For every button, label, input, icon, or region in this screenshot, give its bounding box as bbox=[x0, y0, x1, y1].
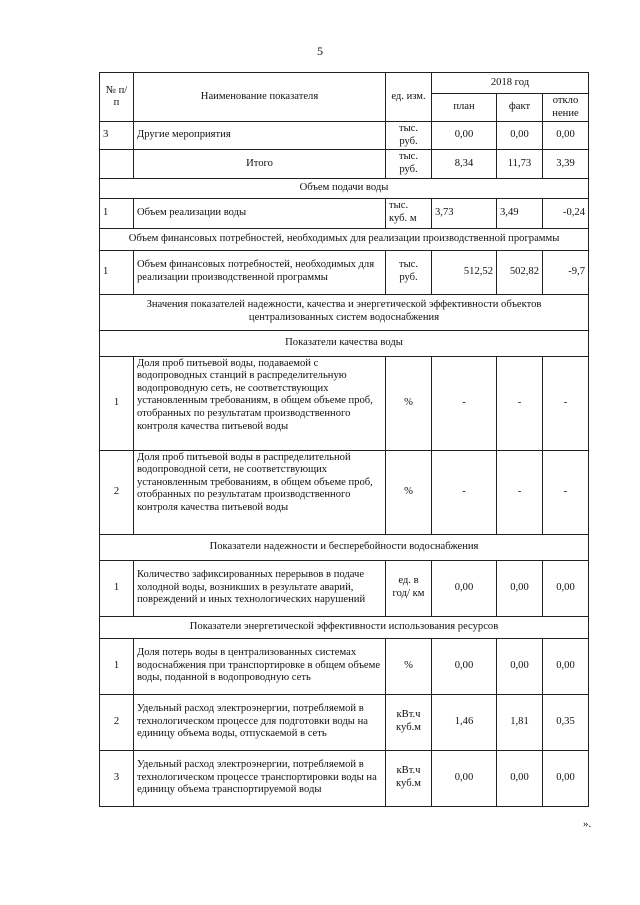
row-deviation: -9,7 bbox=[543, 250, 589, 294]
row-fact: 3,49 bbox=[497, 198, 543, 228]
closing-quote-mark: ». bbox=[583, 818, 592, 830]
row-plan: 0,00 bbox=[432, 638, 497, 694]
row-fact: 0,00 bbox=[497, 750, 543, 806]
row-fact: 0,00 bbox=[497, 122, 543, 150]
header-unit: ед. изм. bbox=[386, 73, 432, 122]
section-heading: Значения показателей надежности, качества и энергетической эффективности объектов централизованных систем водоснабжения bbox=[100, 294, 589, 330]
row-unit: тыс. куб. м bbox=[386, 198, 432, 228]
table-row bbox=[100, 150, 589, 178]
table-row bbox=[100, 250, 589, 294]
header-year: 2018 год bbox=[432, 73, 589, 94]
row-name: Количество зафиксированных перерывов в подаче холодной воды, возникших в результате аварий, повреждений и иных технологических нарушений bbox=[134, 560, 386, 616]
row-name: Удельный расход электроэнергии, потребляемой в технологическом процессе транспортировки воды на единицу объема транспортируемой воды bbox=[134, 750, 386, 806]
row-unit: кВт.ч куб.м bbox=[386, 694, 432, 750]
row-num: 1 bbox=[100, 560, 134, 616]
row-name: Удельный расход электроэнергии, потребляемой в технологическом процессе для подготовки воды на единицу объема воды, отпускаемой в сеть bbox=[134, 694, 386, 750]
row-name: Объем финансовых потребностей, необходимых для реализации производственной программы bbox=[134, 250, 386, 294]
row-fact: - bbox=[497, 356, 543, 450]
row-deviation: 0,00 bbox=[543, 560, 589, 616]
section-heading: Объем финансовых потребностей, необходимых для реализации производственной программы bbox=[100, 228, 589, 250]
row-unit: % bbox=[386, 356, 432, 450]
row-name: Доля потерь воды в централизованных системах водоснабжения при транспортировке в общем объеме воды, поданной в водопроводную сеть bbox=[134, 638, 386, 694]
row-deviation: 3,39 bbox=[543, 150, 589, 178]
table-row bbox=[100, 560, 589, 616]
row-name: Доля проб питьевой воды, подаваемой с водопроводных станций в распределительную водопроводную сеть, не соответствующих установленным требованиям, в общем объеме проб, отобранных по результатам производственного контроля качества питьевой воды bbox=[134, 356, 386, 450]
row-plan: - bbox=[432, 450, 497, 534]
row-deviation: -0,24 bbox=[543, 198, 589, 228]
row-num: 2 bbox=[100, 694, 134, 750]
section-heading: Объем подачи воды bbox=[100, 178, 589, 198]
header-num: № п/п bbox=[100, 73, 134, 122]
section-heading: Показатели качества воды bbox=[100, 330, 589, 356]
row-deviation: - bbox=[543, 356, 589, 450]
row-fact: 1,81 bbox=[497, 694, 543, 750]
section-heading: Показатели энергетической эффективности использования ресурсов bbox=[100, 616, 589, 638]
row-num: 2 bbox=[100, 450, 134, 534]
header-fact: факт bbox=[497, 94, 543, 122]
table-row bbox=[100, 638, 589, 694]
row-num: 3 bbox=[100, 122, 134, 150]
row-plan: - bbox=[432, 356, 497, 450]
indicators-table bbox=[99, 72, 589, 807]
row-plan: 1,46 bbox=[432, 694, 497, 750]
row-fact: - bbox=[497, 450, 543, 534]
row-plan: 3,73 bbox=[432, 198, 497, 228]
row-num: 1 bbox=[100, 250, 134, 294]
table-row bbox=[100, 122, 589, 150]
row-plan: 0,00 bbox=[432, 122, 497, 150]
row-fact: 0,00 bbox=[497, 560, 543, 616]
table-row bbox=[100, 694, 589, 750]
row-num: 1 bbox=[100, 638, 134, 694]
page-number: 5 bbox=[317, 44, 323, 58]
section-heading: Показатели надежности и бесперебойности водоснабжения bbox=[100, 534, 589, 560]
table-row bbox=[100, 356, 589, 450]
row-num: 3 bbox=[100, 750, 134, 806]
row-name: Доля проб питьевой воды в распределительной водопроводной сети, не соответствующих установленным требованиям, в общем объеме проб, отобранных по результатам производственного контроля качества питьевой воды bbox=[134, 450, 386, 534]
row-deviation: - bbox=[543, 450, 589, 534]
row-plan: 0,00 bbox=[432, 560, 497, 616]
row-name: Другие мероприятия bbox=[134, 122, 386, 150]
row-num: 1 bbox=[100, 356, 134, 450]
row-deviation: 0,00 bbox=[543, 750, 589, 806]
table-row bbox=[100, 450, 589, 534]
row-unit: % bbox=[386, 450, 432, 534]
row-unit: тыс. руб. bbox=[386, 150, 432, 178]
row-deviation: 0,35 bbox=[543, 694, 589, 750]
row-name: Итого bbox=[134, 150, 386, 178]
table-row bbox=[100, 198, 589, 228]
row-unit: тыс. руб. bbox=[386, 122, 432, 150]
row-plan: 512,52 bbox=[432, 250, 497, 294]
row-plan: 0,00 bbox=[432, 750, 497, 806]
row-num bbox=[100, 150, 134, 178]
row-fact: 0,00 bbox=[497, 638, 543, 694]
header-name: Наименование показателя bbox=[134, 73, 386, 122]
row-plan: 8,34 bbox=[432, 150, 497, 178]
row-unit: тыс. руб. bbox=[386, 250, 432, 294]
row-deviation: 0,00 bbox=[543, 638, 589, 694]
row-unit: кВт.ч куб.м bbox=[386, 750, 432, 806]
row-fact: 502,82 bbox=[497, 250, 543, 294]
row-fact: 11,73 bbox=[497, 150, 543, 178]
row-num: 1 bbox=[100, 198, 134, 228]
row-deviation: 0,00 bbox=[543, 122, 589, 150]
table-row bbox=[100, 750, 589, 806]
header-deviation: откло нение bbox=[543, 94, 589, 122]
row-unit: % bbox=[386, 638, 432, 694]
header-plan: план bbox=[432, 94, 497, 122]
row-unit: ед. в год/ км bbox=[386, 560, 432, 616]
row-name: Объем реализации воды bbox=[134, 198, 386, 228]
